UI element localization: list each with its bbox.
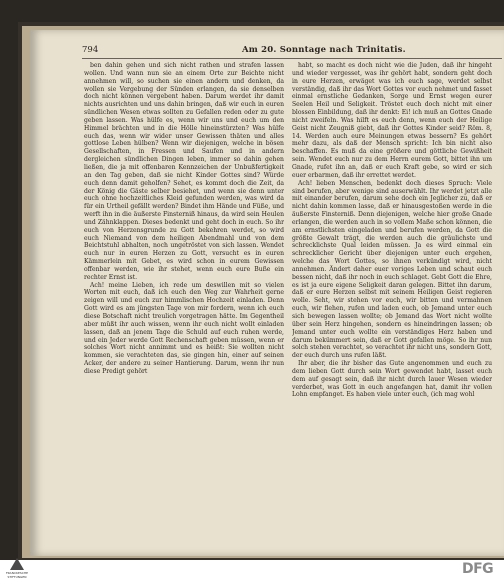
paragraph: habt, so macht es doch nicht wie die Juden, daß ihr hingeht und wieder vergesset, was ihr gehört habt, sondern geht doch in eure Herzen, erwäget was ich euch sage, werdet selbst verständig, daß ihr das Wort Gottes vor euch nehmet und fasset einmal ernstliche Gedanken, Sorge und Ernst wegen eurer Seelen Heil und Seligkeit. Tröstet euch doch nicht mit einer blossen Einbildung, daß ihr denkt: Ei! ich muß an Gottes Gnade nicht zweifeln. Was hilft es euch denn, wenn euch der Heilige Geist nicht Zeugniß giebt, daß ihr Gottes Kinder seid? Röm. 8, 14. Werden auch eure Meinungen etwas bessern? Es gehört mehr dazu, als daß der Mensch spricht: Ich bin nicht also beschaffen. Es muß da eine größere und göttliche Gewißheit sein. Wendet euch nur zu dem Herrn eurem Gott, bittet ihn um Gnade, rufet ihn an, daß er euch Kraft gebe, so wird er sich euer erbarmen, daß ihr errettet werdet. <box>292 62 492 179</box>
paragraph: Ach! meine Lieben, ich rede um deswillen mit so vielen Worten mit euch, daß ich euch den Weg zur Wahrheit gerne zeigen will und euch zur himmlischen Hochzeit einladen. Denn Gott wird es am jüngsten Tage von mir fordern, wenn ich euch diese Botschaft nicht treulich vorgetragen hätte. Im Gegentheil aber müßt ihr auch wissen, wenn ihr euch nicht wollt einladen lassen, daß an jenem Tage die Schuld auf euch ruhen werde, und ein Jeder werde Gott Rechenschaft geben müssen, wenn er solches Wort nicht annimmt und es heißt: Sie wollten nicht kommen, sie verachteten das, sie gingen hin, einer auf seinen Acker, der andere zu seiner Hantierung. Darum, wenn ihr nun diese Predigt gehört <box>84 281 284 375</box>
footer-bar <box>0 560 504 584</box>
paragraph: Ach! lieben Menschen, bedenkt doch dieses Spruch: Viele sind berufen, aber wenige sind auserwählt. Ihr werdet jetzt alle mit einander berufen, darum sehe doch ein Jeglicher zu, daß er nicht dahin kommen lasse, daß er hinausgestoßen werde in die äußerste Finsterniß. Denn diejenigen, welche hier große Gnade erlangen, die werden auch in so vollem Maße schon können, die am ernstlichsten eingeladen und berufen werden, da Gott die größte Gewalt trägt, die werden auch die gräulichste und schrecklichste Qual leiden müssen. Ja es wird einmal ein schrecklicher Gericht über diejenigen unter euch ergehen, welche das Wort Gottes, so ihnen verkündigt wird, nicht annehmen. Ändert daher euer voriges Leben und schaut euch bessen nicht, daß ihr noch in euch schlaget. Gebt Gott die Ehre, es ist ja eure eigene Seligkeit daran gelegen. Bittet ihn darum, daß er eure Herzen selbst mit seinem Heiligen Geist regieren wolle. Seht, wir stehen vor euch, wir bitten und vermahnen euch, wir flehen, rufen und laden euch, ob Jemand unter euch sich bewegen lassen wollte; ob Jemand das Wort nicht wollte über sein Herz hingehen, sondern es hineindringen lassen; ob Jemand unter euch wollte ein verständiges Herz haben und darum bekümmert sein, daß er Gott gefallen möge. So ihr nun solch stehen verachtet, so verachtet ihr nicht uns, sondern Gott, der euch durch uns rufen läßt. <box>292 179 492 360</box>
running-title: Am 20. Sonntage nach Trinitatis. <box>242 45 406 55</box>
dfg-logo: DFG <box>462 561 494 577</box>
right-text-column <box>292 62 492 550</box>
page-number: 794 <box>82 45 99 55</box>
paragraph: Ihr aber, die ihr bisher das Gute angenommen und euch zu dem lieben Gott durch sein Wort gewendet habt, lasset euch dem auf gesagt sein, daß ihr nicht durch lauer Wesen wieder verderbet, was Gott in euch angefangen hat, damit ihr vollen Lohn empfanget. Es haben viele unter euch, (ich mag wohl <box>292 360 492 399</box>
logo-text-line: STIFTUNGEN <box>7 575 27 579</box>
header-rule <box>82 58 502 59</box>
left-text-column <box>84 62 284 550</box>
page-header <box>82 45 502 57</box>
paragraph: ben dahin gehen und sich nicht rathen und strafen lassen wollen. Und wann nun sie an einem Orte zur Beichte nicht annehmen will, so suchen sie einen andern und denken, da wollen sie Vergebung der Sünden erlangen, da sie denselben doch nicht können vergebent haben. Darum werdet ihr damit nichts ausrichten und uns dahin bringen, daß wir euch in euren sündlichen Wesen etwas sollten zu Gefallen reden oder zu gute geben lassen. Was hülfe es, wenn wir uns und euch um den Himmel brächten und in die Hölle hineinstürzten? Was hülfe euch das, wenn wir wider unser Gewissen thäten und alles gottlose Leben hülben? Wenn wir diejenigen, welche in bösen Gesellschaften, in Fressen und Saufen und in andern dergleichen sündlichen Dingen leben, immer so dahin gehen ließen, die ja mit offenbaren Kennzeichen der Unbußfertigkeit an den Tag geben, daß sie nicht Kinder Gottes sind? Würde euch denn damit geholfen? Sehet, es kommt doch die Zeit, da der König die Gäste selber besiehet, und wenn sie denn unter euch ohne hochzeitliches Kleid gefunden werden, was wird da für ein Urtheil gefällt werden? Bindet ihm Hände und Füße, und werft ihn in die äußerste Finsterniß hinaus, da wird sein Heulen und Zähnklappen. Dieses bedenkt und geht doch in euch. So ihr euch von Herzensgrunde zu Gott bekehren werdet, so wird euch Niemand von dem heiligen Abendmahl und von dem Beichtstuhl abhalten, noch ungetröstet von sich lassen. Wendet euch nur in euren Herzen zu Gott, versucht es in euren Kämmerlein mit Gebet, es wird schon in eurem Gewissen offenbar werden, wie ihr stehet, wenn euch eure Buße ein rechter Ernst ist. <box>84 62 284 281</box>
logo-text-line: FRANCKESCHE <box>5 571 29 575</box>
logo-mark-icon <box>10 558 24 570</box>
institution-logo <box>2 558 32 584</box>
